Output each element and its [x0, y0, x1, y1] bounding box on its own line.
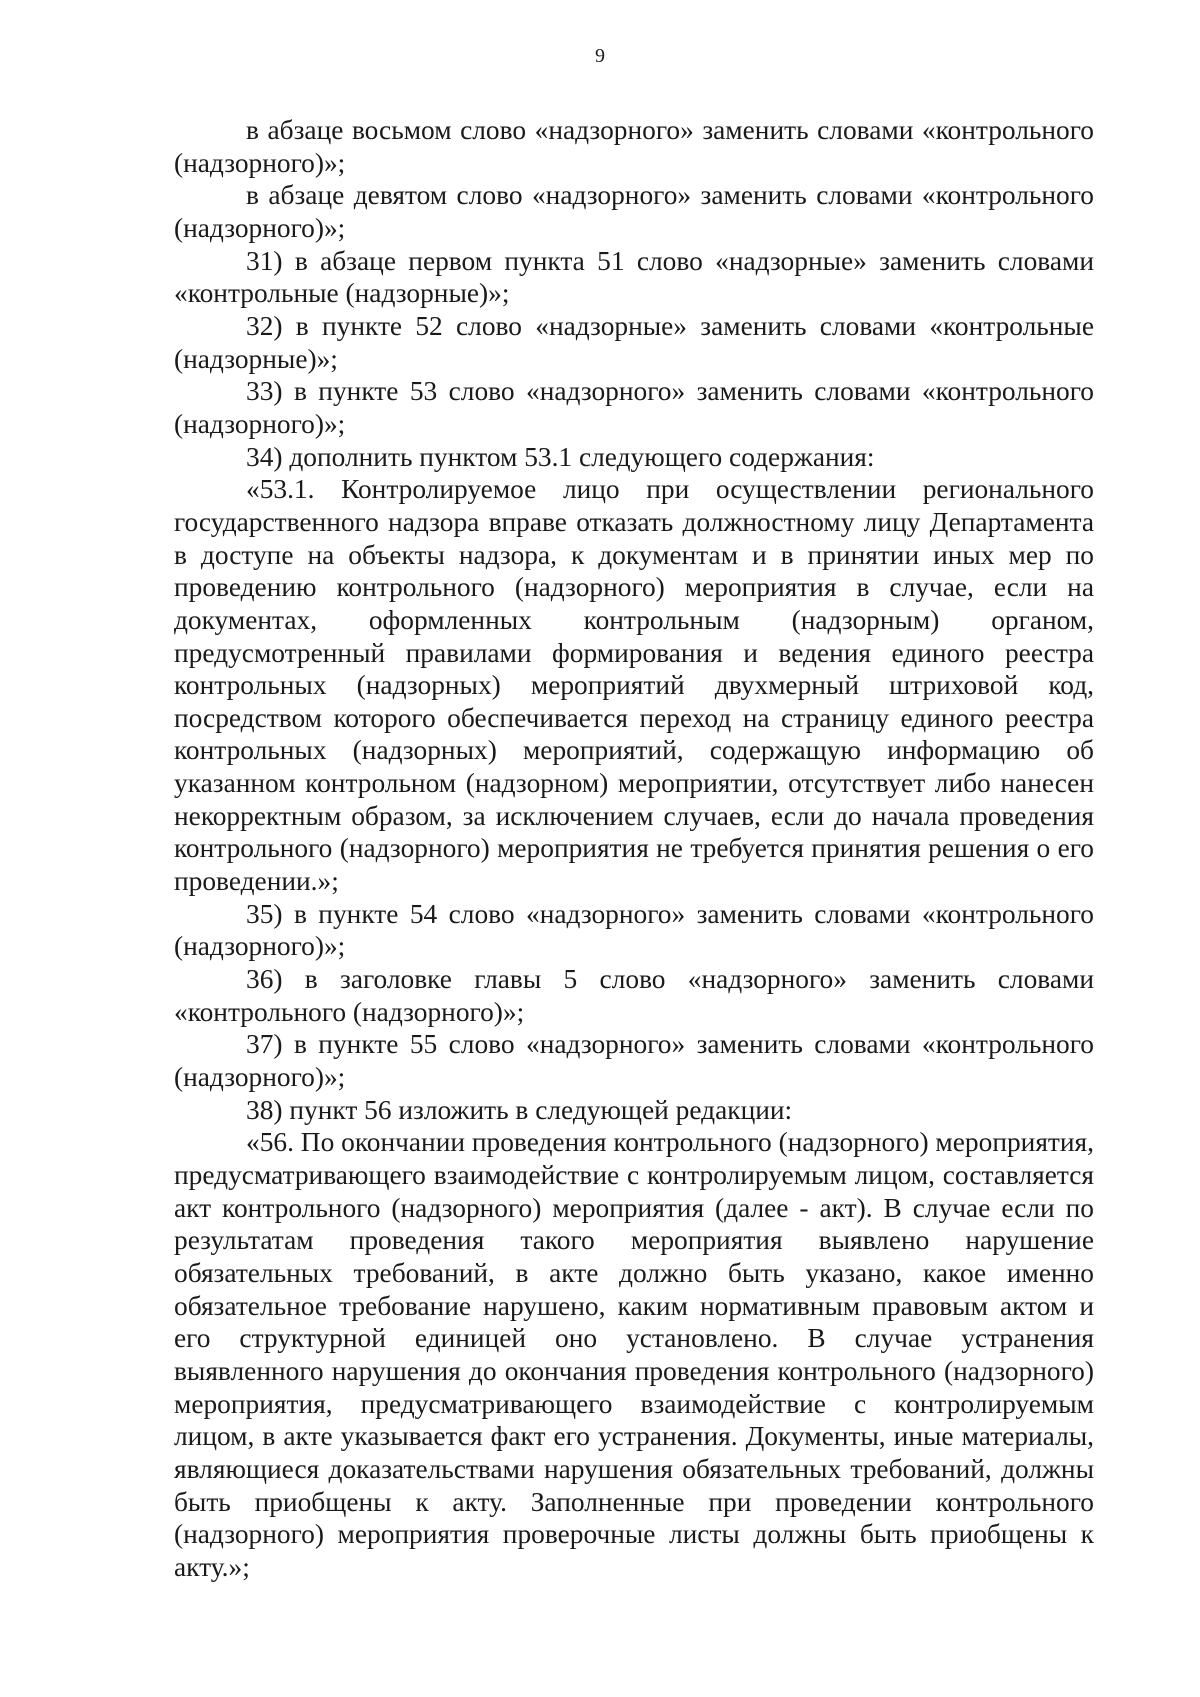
- paragraph-amendment-38: 38) пункт 56 изложить в следующей редакции:: [246, 1094, 793, 1125]
- paragraph-item-9: в абзаце девятом слово «надзорного» заменить словами «контрольного (надзорного)»;: [174, 180, 1094, 243]
- paragraph-amendment-33: 33) в пункте 53 слово «надзорного» заменить словами «контрольного (надзорного)»;: [174, 376, 1094, 439]
- paragraph-quote-56: «56. По окончании проведения контрольного (надзорного) мероприятия, предусматривающего взаимодействие с контролируемым лицом, составляется акт контрольного (надзорного) мероприятия (далее - акт). В случае если по результатам проведения такого мероприятия выявлено нарушение обязательных требований, в акте должно быть указано, какое именно обязательное требование нарушено, каким нормативным правовым актом и его структурной единицей оно установлено. В случае устранения выявленного нарушения до окончания проведения контрольного (надзорного) мероприятия, предусматривающего взаимодействие с контролируемым лицом, в акте указывается факт его устранения. Документы, иные материалы, являющиеся доказательствами нарушения обязательных требований, должны быть приобщены к акту. Заполненные при проведении контрольного (надзорного) мероприятия проверочные листы должны быть приобщены к акту.»;: [174, 1127, 1094, 1582]
- page-number: 9: [595, 45, 605, 67]
- document-body: [174, 114, 1094, 1584]
- paragraph-amendment-31: 31) в абзаце первом пункта 51 слово «надзорные» заменить словами «контрольные (надзорные)»;: [174, 245, 1094, 309]
- paragraph-amendment-34: 34) дополнить пунктом 53.1 следующего содержания:: [246, 441, 875, 472]
- paragraph-quote-53-1: «53.1. Контролируемое лицо при осуществлении регионального государственного надзора вправе отказать должностному лицу Департамента в доступе на объекты надзора, к документам и в принятии иных мер по проведению контрольного (надзорного) мероприятия в случае, если на документах, оформленных контрольным (надзорным) органом, предусмотренный правилами формирования и ведения единого реестра контрольных (надзорных) мероприятий двухмерный штриховой код, посредством которого обеспечивается переход на страницу единого реестра контрольных (надзорных) мероприятий, содержащую информацию об указанном контрольном (надзорном) мероприятии, отсутствует либо нанесен некорректным образом, за исключением случаев, если до начала проведения контрольного (надзорного) мероприятия не требуется принятия решения о его проведении.»;: [174, 474, 1094, 897]
- paragraph-item-8: в абзаце восьмом слово «надзорного» заменить словами «контрольного (надзорного)»;: [174, 115, 1094, 178]
- paragraph-amendment-37: 37) в пункте 55 слово «надзорного» заменить словами «контрольного (надзорного)»;: [174, 1029, 1094, 1093]
- paragraph-amendment-35: 35) в пункте 54 слово «надзорного» заменить словами «контрольного (надзорного)»;: [174, 898, 1094, 962]
- paragraph-amendment-32: 32) в пункте 52 слово «надзорные» заменить словами «контрольные (надзорные)»;: [174, 310, 1094, 374]
- paragraph-amendment-36: 36) в заголовке главы 5 слово «надзорного» заменить словами «контрольного (надзорного)»;: [174, 964, 1094, 1027]
